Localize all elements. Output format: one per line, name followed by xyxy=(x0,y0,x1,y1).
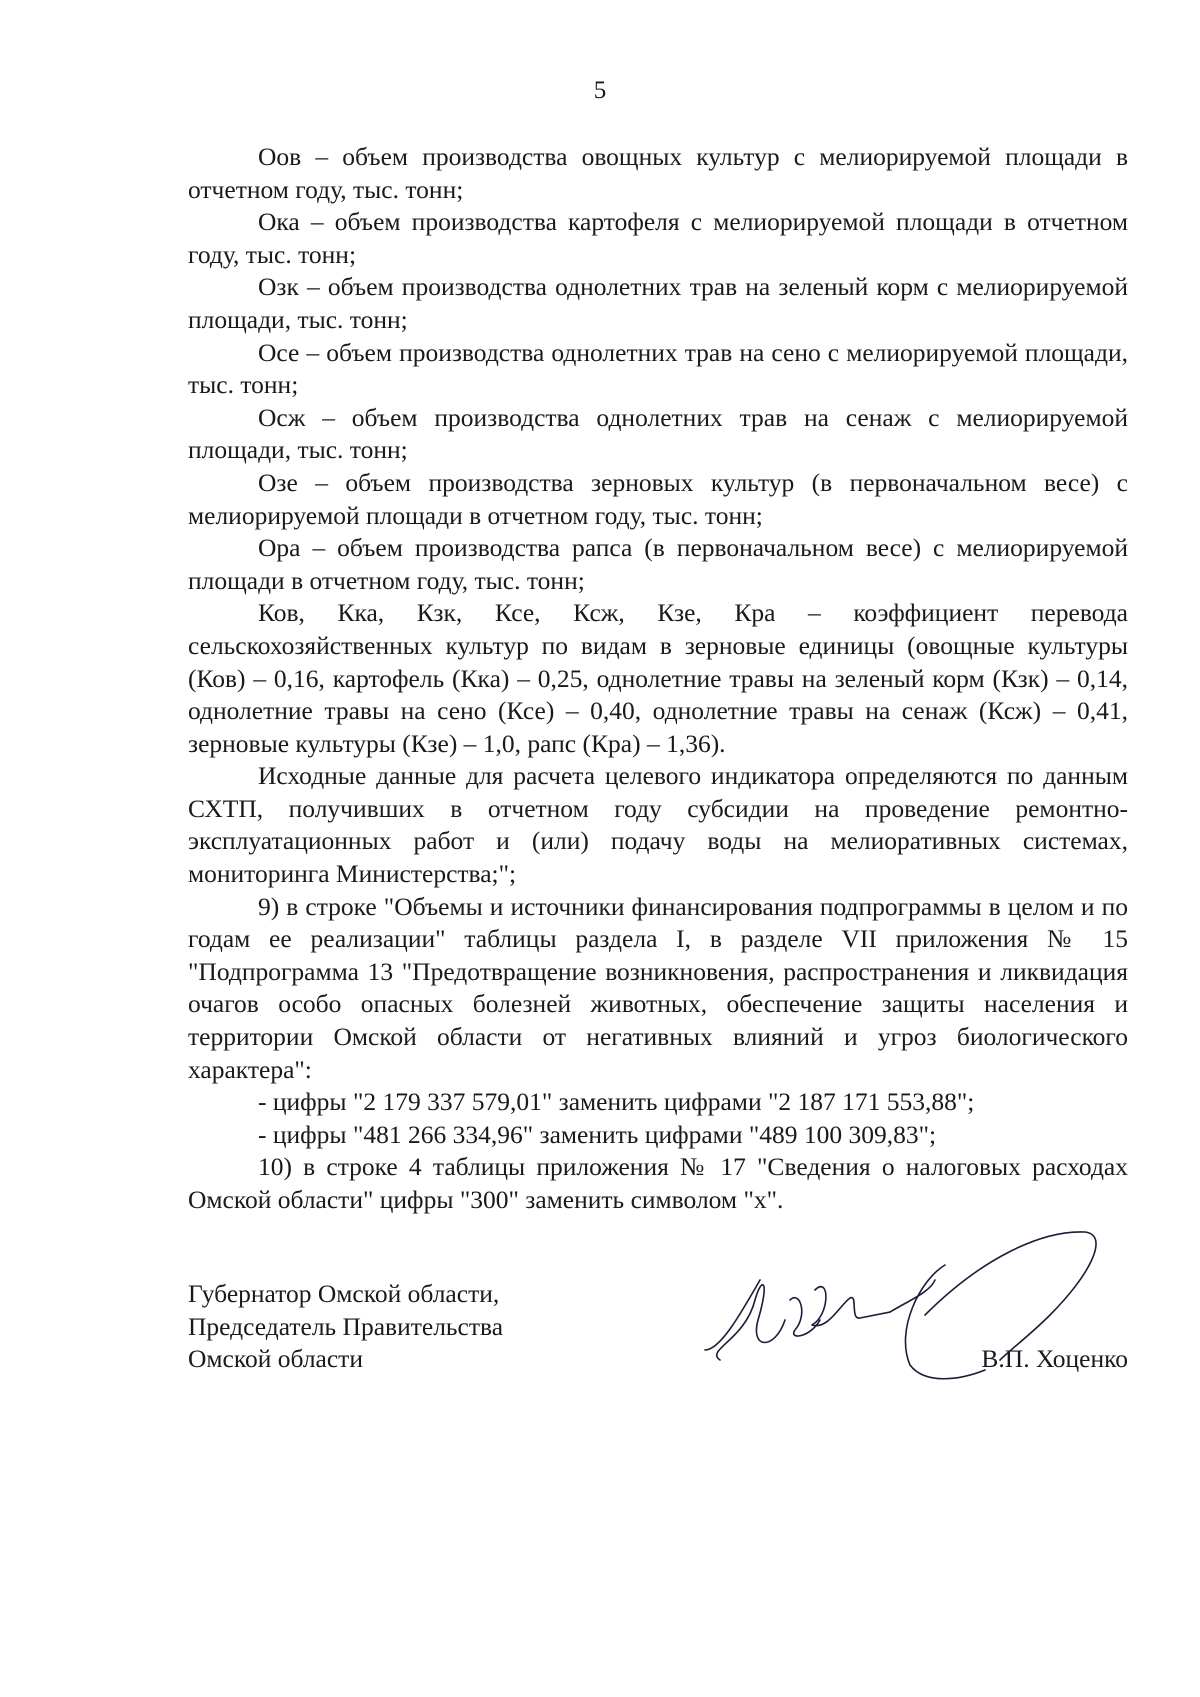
signer-name: В.П. Хоценко xyxy=(981,1344,1128,1373)
document-body xyxy=(188,141,1128,1217)
paragraph-ose: Осе – объем производства однолетних трав на сено с мелиорируемой площади, тыс. тонн; xyxy=(188,337,1128,400)
handwritten-signature xyxy=(700,1220,1120,1400)
paragraph-oka: Ока – объем производства картофеля с мелиорируемой площади в отчетном году, тыс. тонн; xyxy=(188,207,1128,269)
paragraph-oze: Озе – объем производства зерновых культур (в первоначальном весе) с мелиорируемой площади в отчетном году, тыс. тонн; xyxy=(188,467,1128,530)
signer-title-line: Омской области xyxy=(188,1344,363,1374)
paragraph-oov: Оов – объем производства овощных культур с мелиорируемой площади в отчетном году, тыс. тонн; xyxy=(188,142,1128,204)
paragraph-ora: Ора – объем производства рапса (в первоначальном весе) с мелиорируемой площади в отчетном году, тыс. тонн; xyxy=(188,533,1128,595)
signer-title xyxy=(188,1278,503,1376)
paragraph-item-10: 10) в строке 4 таблицы приложения № 17 "Сведения о налоговых расходах Омской области" цифры "300" заменить символом "х". xyxy=(188,1152,1128,1214)
paragraph-replace-2: - цифры "481 266 334,96" заменить цифрами "489 100 309,83"; xyxy=(258,1119,937,1149)
paragraph-item-9: 9) в строке "Объемы и источники финансирования подпрограммы в целом и по годам ее реализации" таблицы раздела I, в разделе VII приложения № 15 "Подпрограмма 13 "Предотвращение возникновения, распространения и ликвидация очагов особо опасных болезней животных, обеспечение защиты населения и территории Омской области от негативных влияний и угроз биологического характера": xyxy=(188,891,1128,1084)
signer-title-line: Председатель Правительства xyxy=(188,1311,504,1341)
paragraph-coefficients: Ков, Кка, Кзк, Ксе, Ксж, Кзе, Кра – коэффициент перевода сельскохозяйственных культур по видам в зерновые единицы (овощные культуры (Ков) – 0,16, картофель (Кка) – 0,25, однолетние травы на зеленый корм (Кзк) – 0,14, однолетние травы на сено (Ксе) – 0,40, однолетние травы на сенаж (Ксж) – 0,41, зерновые культуры (Кзе) – 1,0, рапс (Кра) – 1,36). xyxy=(188,598,1128,758)
paragraph-osz: Осж – объем производства однолетних трав на сенаж с мелиорируемой площади, тыс. тонн; xyxy=(188,402,1128,465)
signer-title-line: Губернатор Омской области, xyxy=(188,1279,500,1308)
paragraph-ozk: Озк – объем производства однолетних трав на зеленый корм с мелиорируемой площади, тыс. тонн; xyxy=(188,272,1128,334)
page-number: 5 xyxy=(593,77,607,104)
paragraph-source-data: Исходные данные для расчета целевого индикатора определяются по данным СХТП, получивших в отчетном году субсидии на проведение ремонтно-эксплуатационных работ и (или) подачу воды на мелиоративных системах, мониторинга Министерства;"; xyxy=(188,761,1128,889)
paragraph-replace-1: - цифры "2 179 337 579,01" заменить цифрами "2 187 171 553,88"; xyxy=(258,1087,975,1117)
